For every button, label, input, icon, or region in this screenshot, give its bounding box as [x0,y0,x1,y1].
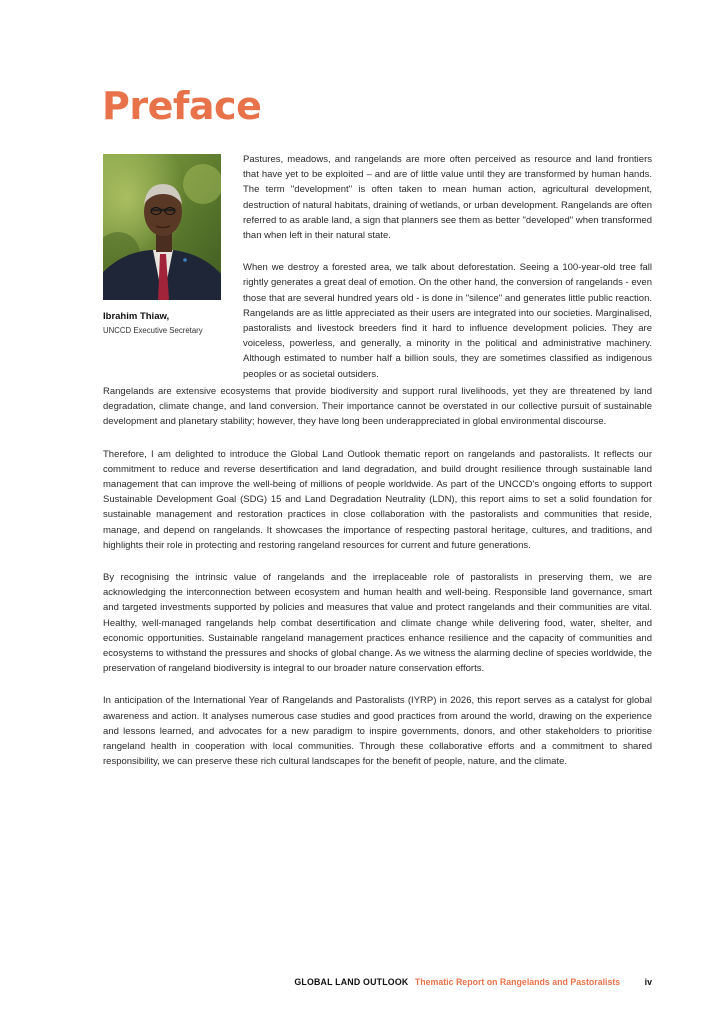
author-name: Ibrahim Thiaw, [103,311,170,322]
author-photo [103,154,221,300]
footer-report-title: Thematic Report on Rangelands and Pastoralists [414,977,621,987]
body-paragraph: Rangelands are extensive ecosystems that provide biodiversity and support rural livelihoods, yet they are threatened by land degradation, climate change, and land conversion. Their importance cannot be overstated in our collective pursuit of sustainable development and planetary stability; however, they have long been underappreciated in global environmental discourse. [103,386,652,428]
body-paragraph: In anticipation of the International Year of Rangelands and Pastoralists (IYRP) in 2026, this report serves as a catalyst for global awareness and action. It analyses numerous case studies and good practices from around the world, drawing on the experience and lessons learned, and advocates for a new paradigm to inspire governments, donors, and other stakeholders to prioritise rangeland health in cooperation with local communities. Through these collaborative efforts and a commitment to shared responsibility, we can preserve these rich cultural landscapes for the benefit of people, nature, and the climate. [103,695,652,768]
page-number: iv [644,977,652,987]
body-paragraph: By recognising the intrinsic value of rangelands and the irreplaceable role of pastoralists in preserving them, we are acknowledging the interconnection between ecosystem and human health and well-being. Responsible land governance, smart and targeted investments supported by policies and measures that value and protect rangelands and their communities are vital. Healthy, well-managed rangelands help combat desertification and climate change while delivering food, water, shelter, and economic opportunities. Sustainable rangeland management practices enhance resilience and the capacity of communities and ecosystems to withstand the pressures and shocks of global change. As we witness the alarming decline of species worldwide, the preservation of rangeland biodiversity is integral to our broader nature conservation efforts. [103,572,652,675]
author-role: UNCCD Executive Secretary [103,326,203,335]
portrait-photo-icon [103,154,221,300]
intro-paragraph: When we destroy a forested area, we talk about deforestation. Seeing a 100-year-old tree fall rightly generates a great deal of emotion. On the other hand, the conversion of rangelands - even those that are several hundred years old - is done in "silence" and generates little public reaction. Rangelands are as little appreciated as their users are integrated into our societies. Marginalised, pastoralists and livestock breeders find it hard to influence development policies. They are voiceless, powerless, and generally, a minority in the political and administrative machinery. Although estimated to number half a billion souls, they are sometimes classified as indigenous peoples or as societal outsiders. [243,262,652,380]
footer-publication: GLOBAL LAND OUTLOOK [294,977,409,987]
body-column [103,384,652,786]
body-paragraph: Therefore, I am delighted to introduce the Global Land Outlook thematic report on rangelands and pastoralists. It reflects our commitment to reduce and reverse desertification and land degradation, and build drought resilience through sustainable land management that can improve the well-being of millions of people worldwide. As part of the UNCCD's ongoing efforts to support Sustainable Development Goal (SDG) 15 and Land Degradation Neutrality (LDN), this report aims to set a solid foundation for sustainable management and restoration practices in close collaboration with the pastoralists and communities that reside, manage, and depend on rangelands. It showcases the importance of respecting pastoral heritage, cultures, and traditions, and highlights their role in protecting and restoring rangeland resources for current and future generations. [103,448,652,551]
intro-paragraph: Pastures, meadows, and rangelands are more often perceived as resource and land frontiers that have yet to be exploited – and are of little value until they are transformed by human hands. The term "development" is often taken to mean human action, agricultural development, destruction of natural habitats, draining of wetlands, or urban development. Rangelands are often referred to as arable land, a sign that planners see them as better "developed" when transformed than when left in their natural state. [243,154,652,242]
intro-column [243,152,652,399]
page-footer [0,977,652,987]
page-title: Preface [102,84,262,128]
